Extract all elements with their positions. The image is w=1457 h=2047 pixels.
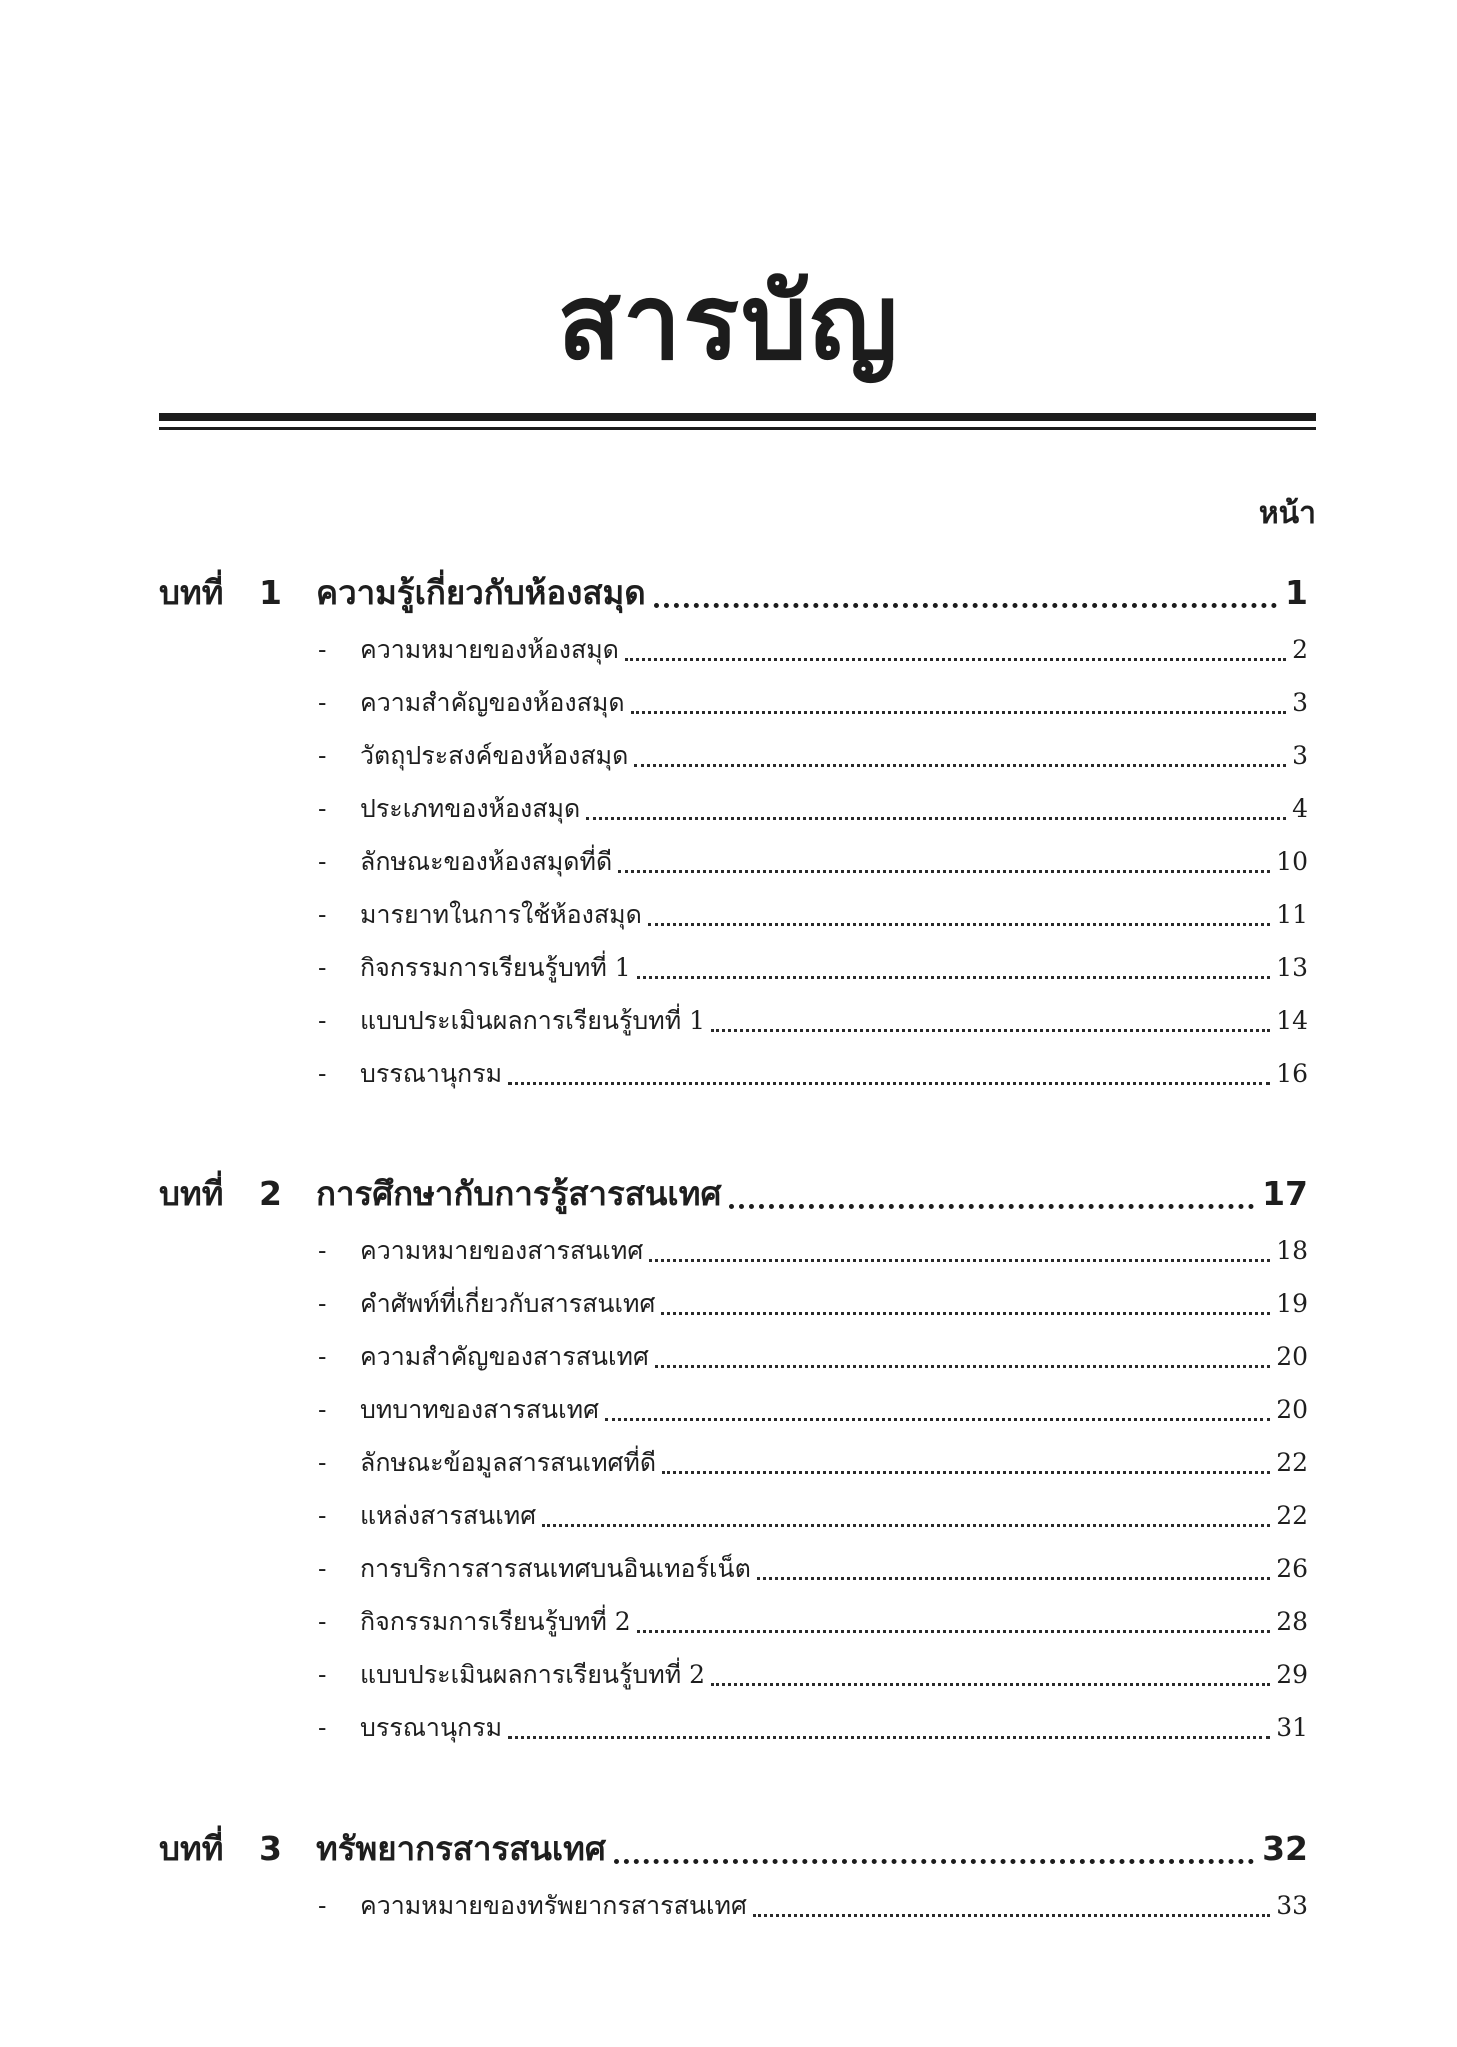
item-page: 3: [1292, 688, 1308, 717]
item-label: บรรณานุกรม: [360, 1059, 503, 1088]
item-label: วัตถุประสงค์ของห้องสมุด: [360, 741, 629, 770]
item-label: ความสำคัญของสารสนเทศ: [360, 1342, 649, 1371]
toc-item[interactable]: [318, 787, 1308, 831]
item-bullet: -: [318, 635, 327, 664]
dot-leader: [542, 1524, 1270, 1527]
item-label: บทบาทของสารสนเทศ: [360, 1395, 600, 1424]
chapter-word: บทที่: [159, 1829, 224, 1868]
toc-item[interactable]: [318, 734, 1308, 778]
chapter-page: 1: [1285, 573, 1308, 612]
item-page: 3: [1292, 741, 1308, 770]
dot-leader: [605, 1418, 1270, 1421]
item-bullet: -: [318, 1236, 327, 1265]
item-page: 13: [1276, 953, 1308, 982]
item-label: ลักษณะของห้องสมุดที่ดี: [360, 847, 613, 876]
item-bullet: -: [318, 1891, 327, 1920]
item-label: กิจกรรมการเรียนรู้บทที่ 2: [360, 1607, 631, 1636]
toc-item[interactable]: [318, 681, 1308, 725]
chapter-page: 17: [1262, 1174, 1308, 1213]
chapter-number: 1: [259, 573, 282, 612]
item-bullet: -: [318, 1607, 327, 1636]
item-label: คำศัพท์ที่เกี่ยวกับสารสนเทศ: [360, 1289, 656, 1318]
item-bullet: -: [318, 688, 327, 717]
toc-chapter-3[interactable]: [159, 1822, 1308, 1876]
item-bullet: -: [318, 847, 327, 876]
item-bullet: -: [318, 1554, 327, 1583]
toc-item[interactable]: [318, 1706, 1308, 1750]
page-title: สารบัญ: [557, 261, 900, 383]
toc-item[interactable]: [318, 1884, 1308, 1928]
dot-leader: [618, 870, 1270, 873]
item-bullet: -: [318, 1448, 327, 1477]
item-bullet: -: [318, 1395, 327, 1424]
item-bullet: -: [318, 1660, 327, 1689]
item-bullet: -: [318, 741, 327, 770]
dot-leader: [508, 1082, 1270, 1085]
toc-item[interactable]: [318, 946, 1308, 990]
item-page: 22: [1276, 1501, 1308, 1530]
toc-item[interactable]: [318, 1282, 1308, 1326]
item-bullet: -: [318, 1289, 327, 1318]
dot-leader: [753, 1914, 1270, 1917]
item-label: การบริการสารสนเทศบนอินเทอร์เน็ต: [360, 1554, 751, 1583]
dot-leader: [614, 1859, 1254, 1864]
item-page: 31: [1276, 1713, 1308, 1742]
title-rule-thick: [159, 413, 1316, 421]
item-label: แบบประเมินผลการเรียนรู้บทที่ 2: [360, 1660, 706, 1689]
chapter-title: การศึกษากับการรู้สารสนเทศ: [316, 1174, 722, 1213]
dot-leader: [586, 817, 1286, 820]
item-bullet: -: [318, 1059, 327, 1088]
item-bullet: -: [318, 794, 327, 823]
dot-leader: [508, 1736, 1270, 1739]
item-label: ประเภทของห้องสมุด: [360, 794, 581, 823]
page-column-label: หน้า: [1258, 496, 1316, 531]
toc-item[interactable]: [318, 999, 1308, 1043]
item-bullet: -: [318, 1713, 327, 1742]
toc-item[interactable]: [318, 1441, 1308, 1485]
item-label: กิจกรรมการเรียนรู้บทที่ 1: [360, 953, 631, 982]
dot-leader: [655, 1365, 1270, 1368]
item-label: ความหมายของสารสนเทศ: [360, 1236, 644, 1265]
toc-item[interactable]: [318, 1052, 1308, 1096]
toc-item[interactable]: [318, 1600, 1308, 1644]
dot-leader: [729, 1204, 1254, 1209]
item-label: ความสำคัญของห้องสมุด: [360, 688, 625, 717]
item-label: มารยาทในการใช้ห้องสมุด: [360, 900, 642, 929]
dot-leader: [757, 1577, 1270, 1580]
toc-item[interactable]: [318, 893, 1308, 937]
dot-leader: [711, 1029, 1270, 1032]
dot-leader: [637, 976, 1271, 979]
item-label: แหล่งสารสนเทศ: [360, 1501, 537, 1530]
item-page: 4: [1292, 794, 1308, 823]
dot-leader: [711, 1683, 1270, 1686]
toc-item[interactable]: [318, 1335, 1308, 1379]
dot-leader: [662, 1471, 1270, 1474]
item-label: บรรณานุกรม: [360, 1713, 503, 1742]
dot-leader: [649, 1259, 1270, 1262]
chapter-number: 2: [259, 1174, 282, 1213]
dot-leader: [637, 1630, 1271, 1633]
item-label: ความหมายของห้องสมุด: [360, 635, 619, 664]
item-page: 26: [1276, 1554, 1308, 1583]
chapter-word: บทที่: [159, 1174, 224, 1213]
item-page: 29: [1276, 1660, 1308, 1689]
dot-leader: [648, 923, 1270, 926]
item-bullet: -: [318, 1342, 327, 1371]
chapter-title: ความรู้เกี่ยวกับห้องสมุด: [316, 573, 646, 612]
chapter-page: 32: [1262, 1829, 1308, 1868]
item-bullet: -: [318, 1501, 327, 1530]
dot-leader: [661, 1312, 1270, 1315]
chapter-number: 3: [259, 1829, 282, 1868]
dot-leader: [631, 711, 1287, 714]
item-page: 14: [1276, 1006, 1308, 1035]
item-page: 22: [1276, 1448, 1308, 1477]
chapter-title: ทรัพยากรสารสนเทศ: [316, 1829, 606, 1868]
item-page: 20: [1276, 1395, 1308, 1424]
item-label: แบบประเมินผลการเรียนรู้บทที่ 1: [360, 1006, 706, 1035]
item-bullet: -: [318, 900, 327, 929]
dot-leader: [654, 603, 1277, 608]
dot-leader: [634, 764, 1286, 767]
toc-item[interactable]: [318, 1229, 1308, 1273]
toc-item[interactable]: [318, 1653, 1308, 1697]
item-page: 20: [1276, 1342, 1308, 1371]
item-page: 10: [1276, 847, 1308, 876]
item-page: 2: [1292, 635, 1308, 664]
chapter-word: บทที่: [159, 573, 224, 612]
item-page: 16: [1276, 1059, 1308, 1088]
toc-item[interactable]: [318, 1388, 1308, 1432]
item-page: 18: [1276, 1236, 1308, 1265]
item-page: 19: [1276, 1289, 1308, 1318]
item-bullet: -: [318, 1006, 327, 1035]
toc-chapter-1[interactable]: [159, 566, 1308, 620]
item-bullet: -: [318, 953, 327, 982]
toc-chapter-2[interactable]: [159, 1167, 1308, 1221]
item-page: 11: [1276, 900, 1308, 929]
dot-leader: [625, 658, 1286, 661]
item-label: ลักษณะข้อมูลสารสนเทศที่ดี: [360, 1448, 657, 1477]
item-page: 28: [1276, 1607, 1308, 1636]
title-rule-thin: [159, 427, 1316, 430]
toc-item[interactable]: [318, 628, 1308, 672]
item-label: ความหมายของทรัพยากรสารสนเทศ: [360, 1891, 747, 1920]
toc-item[interactable]: [318, 1547, 1308, 1591]
toc-item[interactable]: [318, 1494, 1308, 1538]
item-page: 33: [1276, 1891, 1308, 1920]
toc-item[interactable]: [318, 840, 1308, 884]
